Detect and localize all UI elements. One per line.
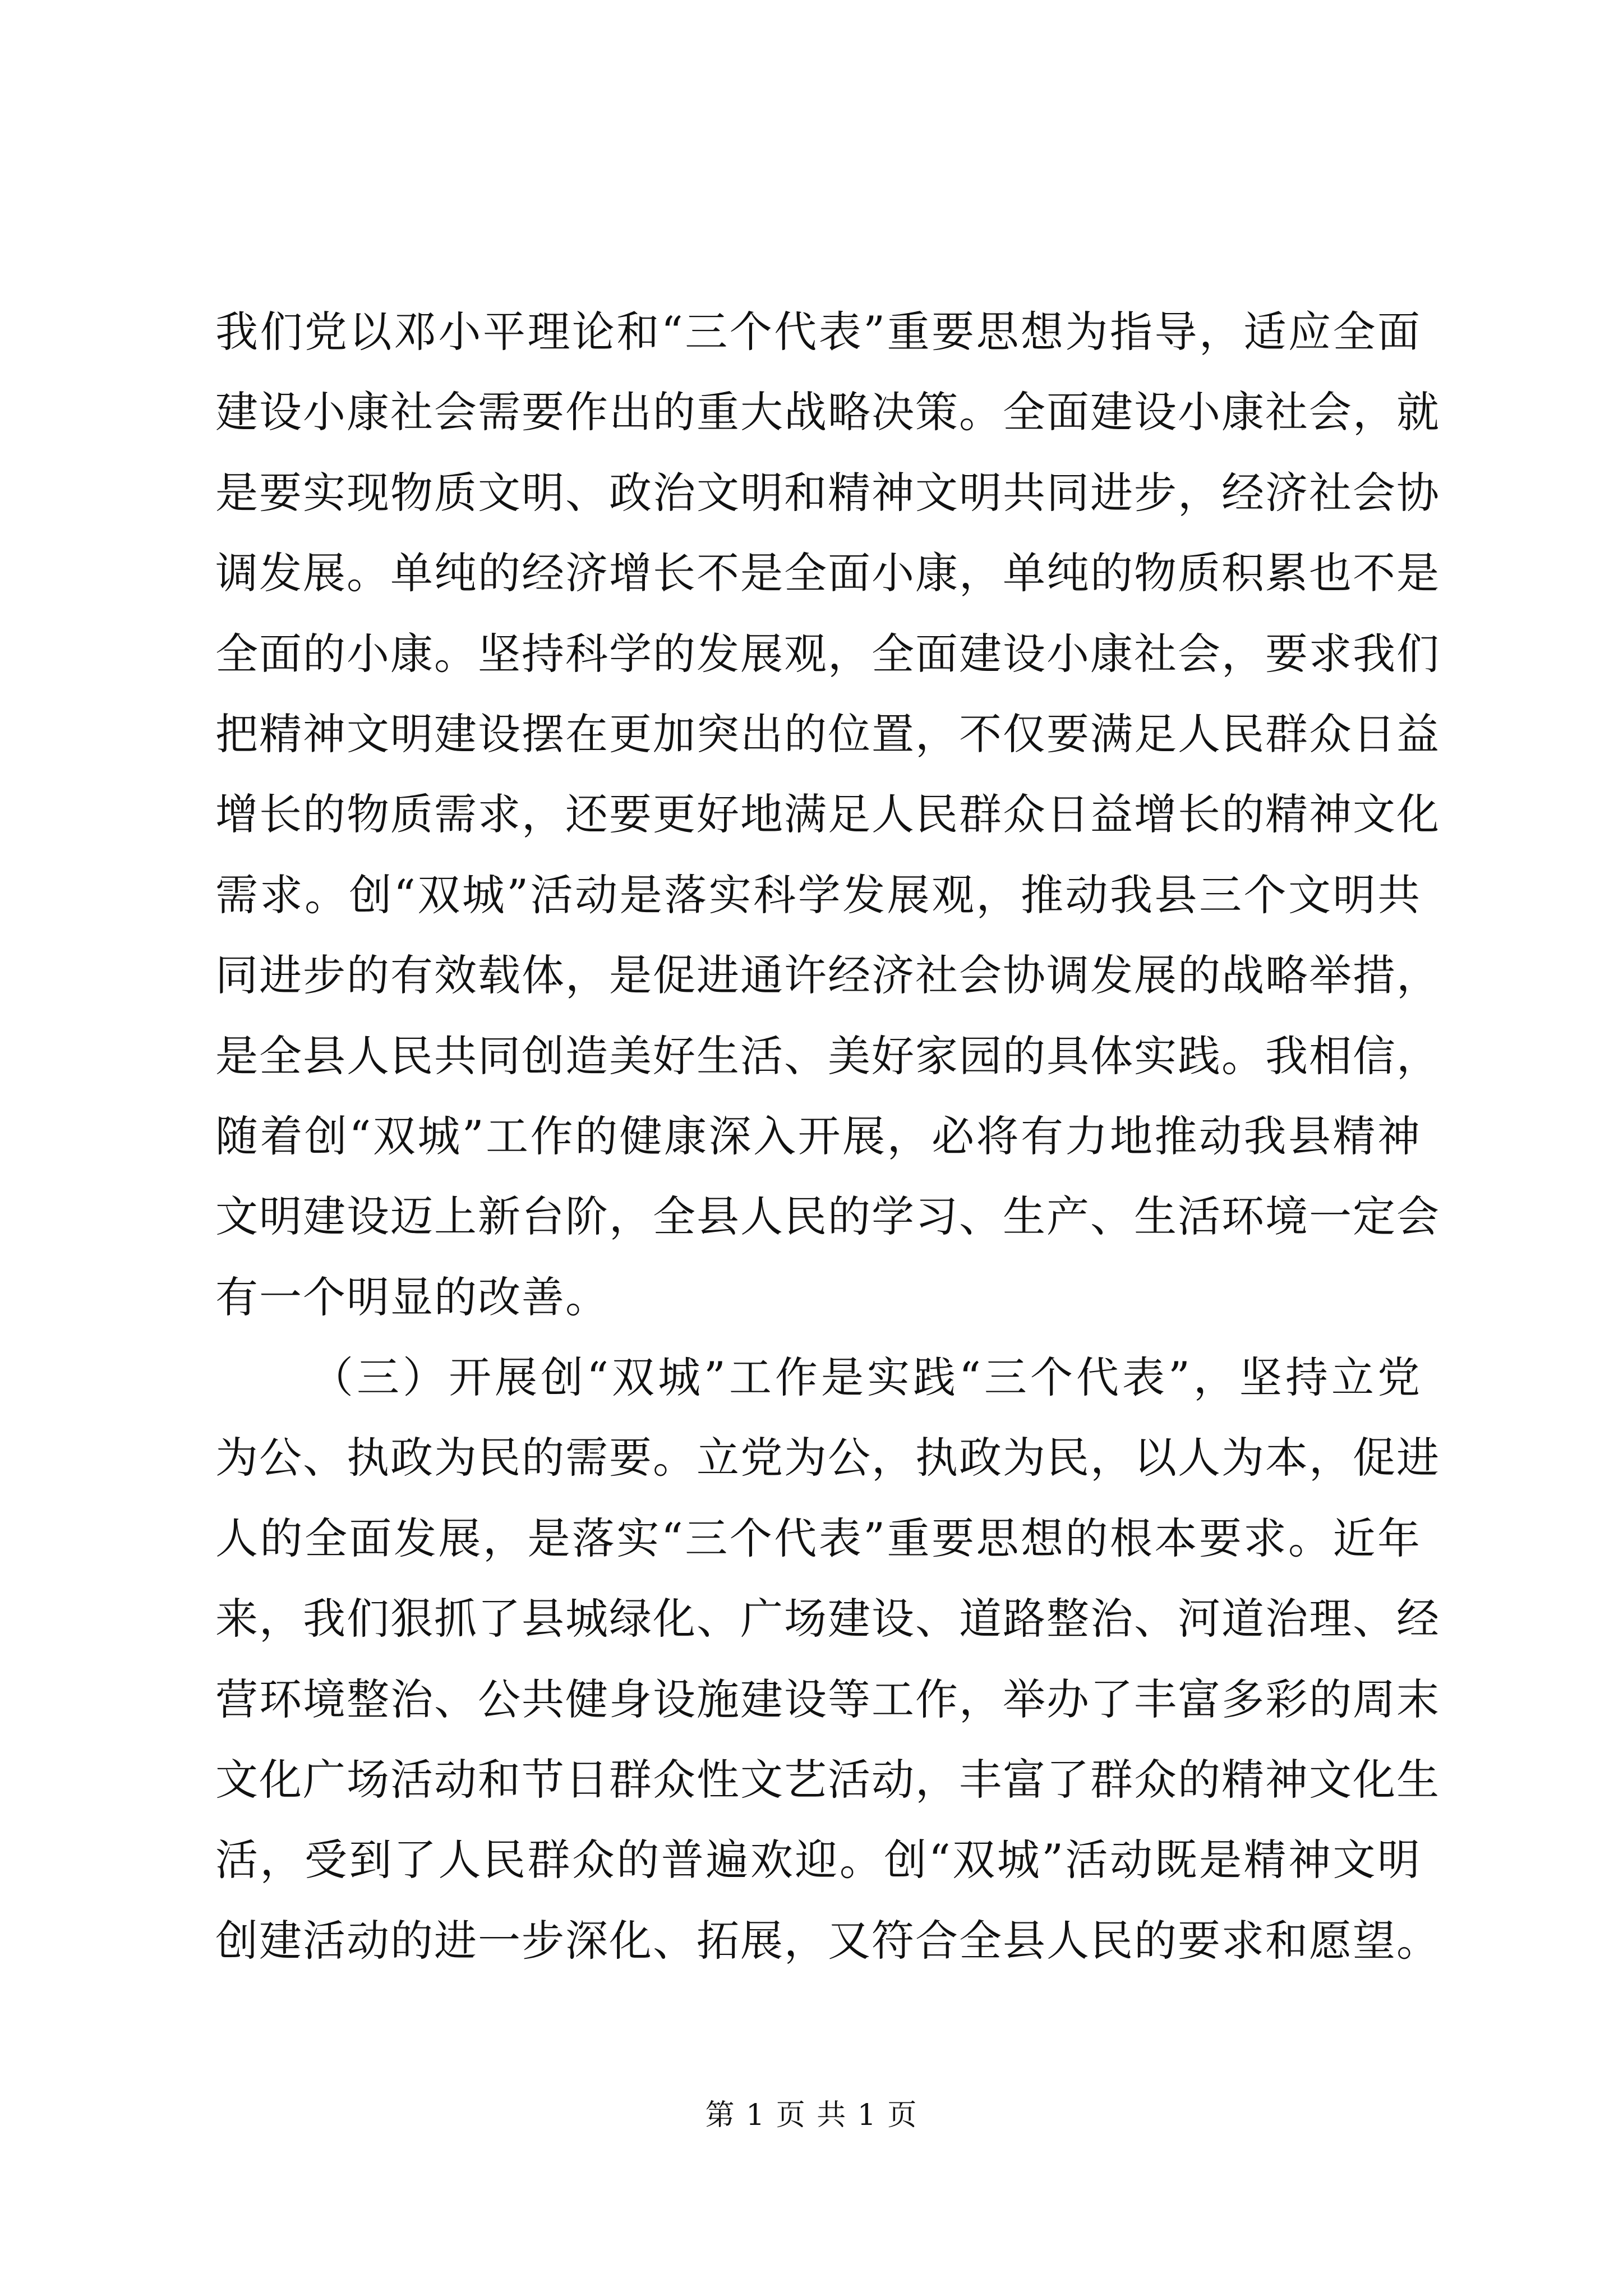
paragraph-line: 文明建设迈上新台阶，全县人民的学习、生产、生活环境一定会 (215, 1191, 1440, 1242)
paragraph-line: 我们党以邓小平理论和“三个代表”重要思想为指导，适应全面 (215, 307, 1421, 357)
document-body (215, 296, 1440, 1985)
paragraph-line: 建设小康社会需要作出的重大战略决策。全面建设小康社会，就 (215, 387, 1440, 438)
paragraph-line: 调发展。单纯的经济增长不是全面小康，单纯的物质积累也不是 (215, 548, 1440, 599)
paragraph-line: 增长的物质需求，还要更好地满足人民群众日益增长的精神文化 (215, 789, 1440, 840)
paragraph-line: 把精神文明建设摆在更加突出的位置，不仅要满足人民群众日益 (215, 708, 1440, 759)
paragraph-line: 人的全面发展，是落实“三个代表”重要思想的根本要求。近年 (215, 1513, 1421, 1563)
paragraph-line: 文化广场活动和节日群众性文艺活动，丰富了群众的精神文化生 (215, 1755, 1440, 1805)
paragraph-line: 创建活动的进一步深化、拓展，又符合全县人民的要求和愿望。 (215, 1915, 1440, 1966)
paragraph-line: 同进步的有效载体，是促进通许经济社会协调发展的战略举措， (215, 950, 1440, 1001)
section-heading-line: （三）开展创“双城”工作是实践“三个代表”，坚持立党 (311, 1352, 1421, 1403)
paragraph-line: 来，我们狠抓了县城绿化、广场建设、道路整治、河道治理、经 (215, 1594, 1440, 1644)
paragraph-line: 营环境整治、公共健身设施建设等工作，举办了丰富多彩的周末 (215, 1674, 1440, 1724)
paragraph-line: 全面的小康。坚持科学的发展观，全面建设小康社会，要求我们 (215, 628, 1440, 679)
paragraph-line: 需求。创“双城”活动是落实科学发展观，推动我县三个文明共 (215, 869, 1421, 920)
paragraph-line: 是全县人民共同创造美好生活、美好家园的具体实践。我相信， (215, 1030, 1440, 1081)
paragraph-line: 是要实现物质文明、政治文明和精神文明共同进步，经济社会协 (215, 467, 1440, 518)
paragraph-line: 活，受到了人民群众的普遍欢迎。创“双城”活动既是精神文明 (215, 1835, 1421, 1885)
page-number-label: 第 1 页 共 1 页 (705, 2099, 918, 2132)
paragraph-last-line: 有一个明显的改善。 (215, 1272, 609, 1322)
page-footer (0, 2096, 1623, 2135)
paragraph-line: 为公、执政为民的需要。立党为公，执政为民，以人为本，促进 (215, 1433, 1440, 1483)
paragraph-line: 随着创“双城”工作的健康深入开展，必将有力地推动我县精神 (215, 1111, 1421, 1161)
